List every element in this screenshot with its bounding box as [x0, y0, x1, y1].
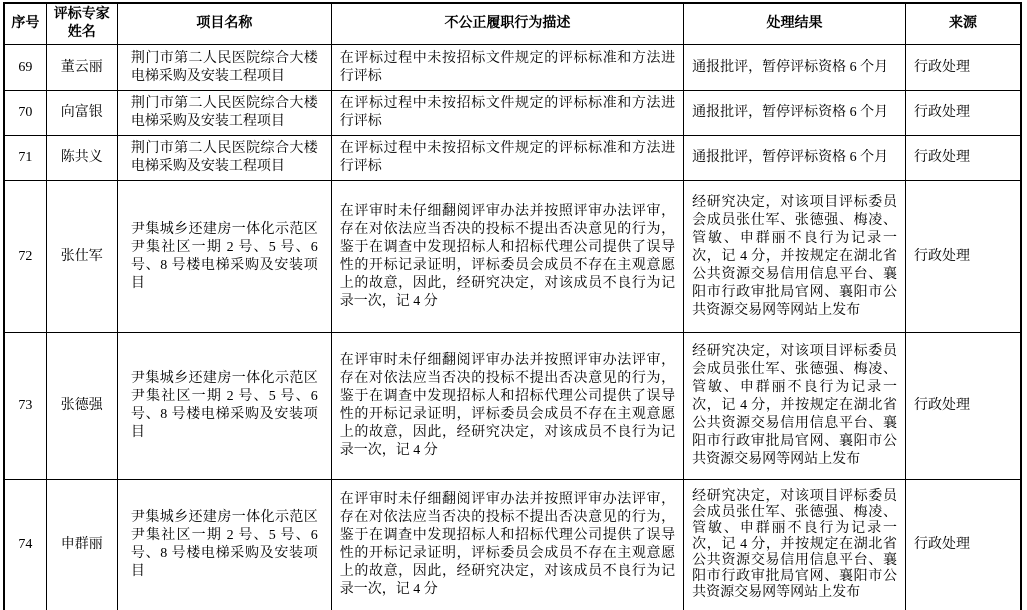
cell-behavior-description: 在评审时未仔细翻阅评审办法并按照评审办法评审，存在对依法应当否决的投标不提出否决意见的行为，鉴于在调查中发现招标人和招标代理公司提供了误导性的开标记录证明，评标委员会成员不存在主观意愿上的故意，因此，经研究决定，对该成员不良行为记录一次，记 4 分 [331, 333, 683, 480]
column-header-handling-result: 处理结果 [684, 3, 906, 45]
cell-serial: 72 [4, 181, 46, 333]
cell-expert-name: 申群丽 [46, 480, 117, 610]
cell-behavior-description: 在评标过程中未按招标文件规定的评标标准和方法进行评标 [331, 91, 683, 136]
cell-project-name: 荆门市第二人民医院综合大楼电梯采购及安装工程项目 [117, 136, 331, 181]
cell-behavior-description: 在评审时未仔细翻阅评审办法并按照评审办法评审，存在对依法应当否决的投标不提出否决意见的行为，鉴于在调查中发现招标人和招标代理公司提供了误导性的开标记录证明，评标委员会成员不存在主观意愿上的故意，因此，经研究决定，对该成员不良行为记录一次，记 4 分 [331, 480, 683, 610]
cell-source: 行政处理 [905, 45, 1021, 91]
column-header-expert-name: 评标专家姓名 [46, 3, 117, 45]
table-row [4, 333, 1021, 480]
cell-source: 行政处理 [905, 91, 1021, 136]
table-header-row [4, 3, 1021, 45]
cell-source: 行政处理 [905, 333, 1021, 480]
cell-serial: 69 [4, 45, 46, 91]
cell-expert-name: 张德强 [46, 333, 117, 480]
cell-expert-name: 陈共义 [46, 136, 117, 181]
cell-handling-result: 经研究决定，对该项目评标委员会成员张仕军、张德强、梅凌、管敏、申群丽不良行为记录一次，记 4 分，并按规定在湖北省公共资源交易信用信息平台、襄阳市行政审批局官网、襄阳市公共资源交易网等网站上发布 [684, 480, 906, 610]
cell-behavior-description: 在评标过程中未按招标文件规定的评标标准和方法进行评标 [331, 136, 683, 181]
cell-serial: 70 [4, 91, 46, 136]
cell-project-name: 尹集城乡还建房一体化示范区尹集社区一期 2 号、5 号、6 号、8 号楼电梯采购及安装项目 [117, 333, 331, 480]
column-header-serial: 序号 [4, 3, 46, 45]
cell-handling-result: 经研究决定，对该项目评标委员会成员张仕军、张德强、梅凌、管敏、申群丽不良行为记录一次，记 4 分，并按规定在湖北省公共资源交易信用信息平台、襄阳市行政审批局官网、襄阳市公共资源交易网等网站上发布 [684, 181, 906, 333]
cell-handling-result: 通报批评，暂停评标资格 6 个月 [684, 91, 906, 136]
cell-expert-name: 张仕军 [46, 181, 117, 333]
cell-handling-result: 通报批评，暂停评标资格 6 个月 [684, 45, 906, 91]
column-header-source: 来源 [905, 3, 1021, 45]
table-row [4, 181, 1021, 333]
cell-handling-result: 经研究决定，对该项目评标委员会成员张仕军、张德强、梅凌、管敏、申群丽不良行为记录一次，记 4 分，并按规定在湖北省公共资源交易信用信息平台、襄阳市行政审批局官网、襄阳市公共资源交易网等网站上发布 [684, 333, 906, 480]
cell-project-name: 尹集城乡还建房一体化示范区尹集社区一期 2 号、5 号、6 号、8 号楼电梯采购及安装项目 [117, 480, 331, 610]
cell-source: 行政处理 [905, 181, 1021, 333]
column-header-behavior-description: 不公正履职行为描述 [331, 3, 683, 45]
cell-behavior-description: 在评审时未仔细翻阅评审办法并按照评审办法评审，存在对依法应当否决的投标不提出否决意见的行为，鉴于在调查中发现招标人和招标代理公司提供了误导性的开标记录证明，评标委员会成员不存在主观意愿上的故意，因此，经研究决定，对该成员不良行为记录一次，记 4 分 [331, 181, 683, 333]
cell-behavior-description: 在评标过程中未按招标文件规定的评标标准和方法进行评标 [331, 45, 683, 91]
cell-expert-name: 向富银 [46, 91, 117, 136]
cell-serial: 73 [4, 333, 46, 480]
table-row [4, 480, 1021, 610]
cell-expert-name: 董云丽 [46, 45, 117, 91]
cell-source: 行政处理 [905, 136, 1021, 181]
cell-project-name: 荆门市第二人民医院综合大楼电梯采购及安装工程项目 [117, 45, 331, 91]
table-row [4, 91, 1021, 136]
column-header-project-name: 项目名称 [117, 3, 331, 45]
cell-project-name: 尹集城乡还建房一体化示范区尹集社区一期 2 号、5 号、6 号、8 号楼电梯采购及安装项目 [117, 181, 331, 333]
table-row [4, 45, 1021, 91]
table-row [4, 136, 1021, 181]
cell-serial: 71 [4, 136, 46, 181]
cell-source: 行政处理 [905, 480, 1021, 610]
cell-project-name: 荆门市第二人民医院综合大楼电梯采购及安装工程项目 [117, 91, 331, 136]
cell-serial: 74 [4, 480, 46, 610]
expert-misconduct-table [3, 2, 1022, 610]
cell-handling-result: 通报批评，暂停评标资格 6 个月 [684, 136, 906, 181]
